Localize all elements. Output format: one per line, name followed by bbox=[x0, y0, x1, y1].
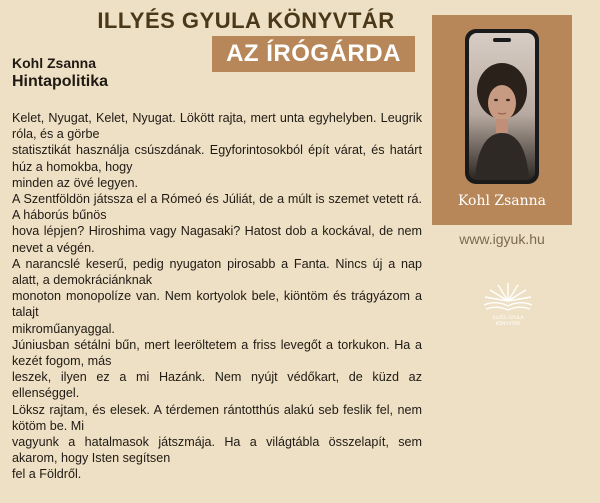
poem-line: fel a Földről. bbox=[12, 467, 82, 482]
poem-line: monoton monopolíze van. Nem kortyolok bele, kiöntöm és trágyázom a talajt bbox=[12, 289, 422, 320]
poem-line: Löksz rajtam, és elesek. A térdemen rántotthús alakú seb feslik fel, nem kötöm be. Mi bbox=[12, 402, 422, 433]
poem-line: vagyunk a hatalmasok játszmája. Ha a világtábla összelapít, sem akarom, hogy Isten segítsen bbox=[12, 435, 422, 466]
poem-line: Júniusban sétálni bűn, mert leeröltetem a friss levegőt a torkukon. Ha a kezét fogom, más bbox=[12, 337, 422, 369]
svg-text:KÖNYVTÁR: KÖNYVTÁR bbox=[495, 322, 521, 327]
poem-body bbox=[12, 110, 422, 483]
phone-notch bbox=[493, 38, 511, 42]
poem-line: minden az övé legyen. bbox=[12, 175, 139, 190]
photo-caption: Kohl Zsanna bbox=[457, 193, 547, 209]
poem-line: Kelet, Nyugat, Kelet, Nyugat. Lökött rajta, mert unta egyhelyben. Leugrik róla, és a görbe bbox=[12, 111, 422, 142]
poem-line: A Szentföldön játssza el a Rómeó és Júliát, de a múlt is szemet vetett rá. A háborús bűnös bbox=[12, 192, 422, 223]
poem-title: Hintapolitika bbox=[12, 73, 109, 90]
author-name: Kohl Zsanna bbox=[12, 55, 97, 71]
poem-line: mikroműanyaggal. bbox=[12, 321, 115, 336]
poem-line: statisztikát használja csúszdának. Egyforintosokból épít várat, és határt húz a homokba, hogy bbox=[12, 143, 422, 174]
portrait-illustration bbox=[469, 33, 535, 180]
author-photo-card bbox=[432, 15, 572, 225]
website-link[interactable]: www.igyuk.hu bbox=[459, 231, 545, 247]
phone-frame bbox=[465, 29, 539, 184]
svg-text:ILLYÉS GYULA: ILLYÉS GYULA bbox=[492, 316, 524, 321]
poem-line: hova lépjen? Hiroshima vagy Nagasaki? Hatost dob a kockával, de nem nevet a végén. bbox=[12, 224, 422, 255]
library-logo-icon bbox=[478, 275, 538, 335]
library-title: ILLYÉS GYULA KÖNYVTÁR bbox=[97, 8, 395, 33]
poem-line: leszek, ilyen ez a mi Hazánk. Nem nyújt védőkart, de küzd az ellenséggel. bbox=[12, 370, 422, 401]
poem-line: A narancslé keserű, pedig nyugaton pirosabb a Fanta. Nincs új a nap alatt, a demokráciánknak bbox=[12, 256, 422, 288]
author-photo bbox=[469, 33, 535, 180]
section-banner: AZ ÍRÓGÁRDA bbox=[212, 36, 415, 72]
library-logo bbox=[478, 275, 538, 335]
